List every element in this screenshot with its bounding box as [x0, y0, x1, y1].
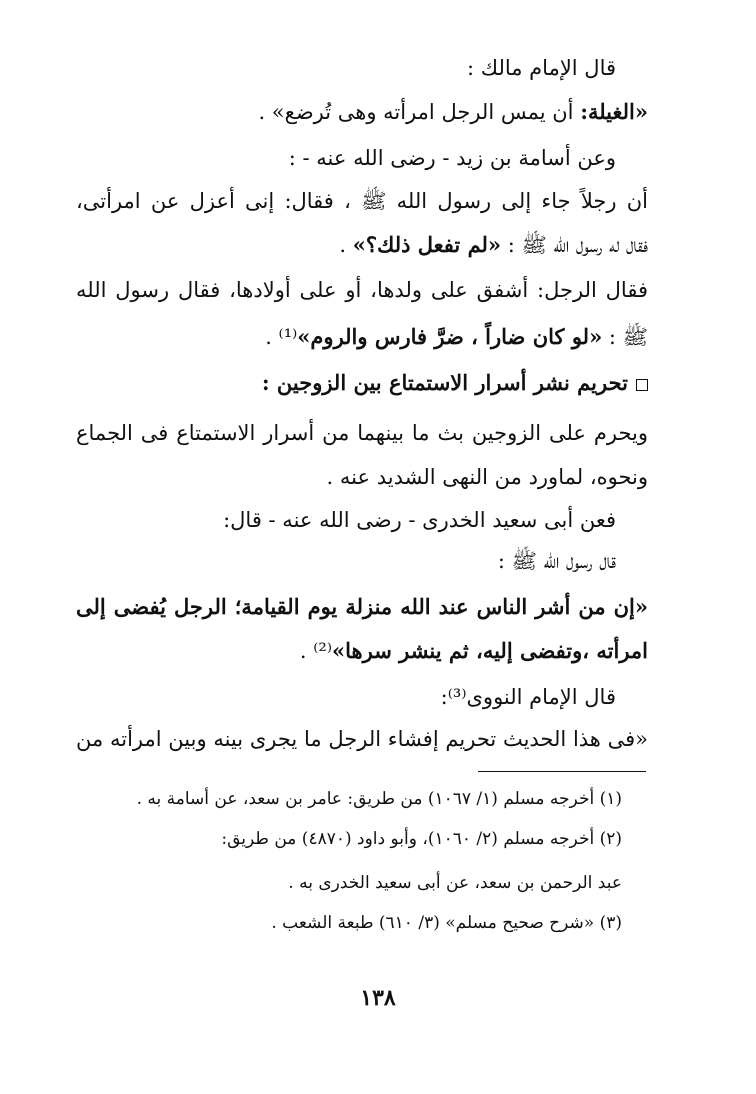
page-number: ١٣٨ [360, 985, 396, 1011]
line-text: وعن أسامة بن زيد - رضى الله عنه - : [288, 146, 616, 170]
footnote [221, 826, 622, 852]
text-line [467, 53, 616, 83]
text-line [76, 275, 648, 305]
line-text: أن يمس الرجل امرأته وهى تُرضع» . [258, 100, 581, 124]
footnote [271, 910, 622, 936]
line-text: قال الإمام النووى⁽³⁾: [440, 685, 616, 709]
footnote-ref: ⁽¹⁾ . [265, 325, 298, 349]
line-text: قال رسول الله ﷺ : [497, 549, 616, 573]
line-text: «فى هذا الحديث تحريم إفشاء الرجل ما يجرى بينه وبين امرأته من [76, 727, 648, 751]
text-line [265, 322, 648, 352]
line-text: أن رجلاً جاء إلى رسول الله ﷺ ، فقال: إنى أعزل عن امرأتى، [76, 189, 648, 213]
footnote [137, 786, 622, 812]
line-text: فعن أبى سعيد الخدرى - رضى الله عنه - قال: [223, 508, 616, 532]
text-line [339, 230, 648, 260]
line-text: . [339, 233, 353, 257]
footnote-text: (١) أخرجه مسلم (١/ ١٠٦٧) من طريق: عامر بن سعد، عن أسامة به . [136, 789, 622, 809]
footnote [288, 870, 622, 896]
footnote-text: عبد الرحمن بن سعد، عن أبى سعيد الخدرى به . [288, 873, 622, 893]
text-line [223, 505, 616, 535]
footnote-text: (٣) «شرح صحيح مسلم» (٣/ ٦١٠) طبعة الشعب . [271, 913, 622, 933]
text-line [76, 592, 648, 622]
line-text: فقال له رسول الله ﷺ : [501, 233, 648, 257]
text-line [300, 636, 648, 666]
footnote-ref: ⁽²⁾ . [299, 639, 333, 663]
line-text: ﷺ : [602, 325, 648, 349]
term-bold: «الغيلة: [580, 99, 648, 124]
square-bullet-icon [636, 379, 648, 391]
footnote-divider [478, 771, 646, 772]
text-line [289, 143, 616, 173]
text-line [76, 418, 648, 448]
line-text: ونحوه، لماورد من النهى الشديد عنه . [326, 465, 648, 489]
line-text: فقال الرجل: أشفق على ولدها، أو على أولادها، فقال رسول الله [76, 278, 648, 302]
text-line [76, 724, 648, 754]
text-line [76, 186, 648, 216]
line-text: ويحرم على الزوجين بث ما بينهما من أسرار الاستمتاع فى الجماع [76, 421, 648, 445]
text-line [327, 462, 648, 492]
text-line [498, 546, 616, 576]
hadith-quote: «إن من أشر الناس عند الله منزلة يوم القيامة؛ الرجل يُفضى إلى [76, 594, 648, 619]
heading-text: تحريم نشر أسرار الاستمتاع بين الزوجين : [261, 370, 628, 395]
text-line [258, 97, 648, 127]
text-line [441, 682, 616, 712]
hadith-quote: «لم تفعل ذلك؟» [352, 232, 502, 257]
footnote-text: (٢) أخرجه مسلم (٢/ ١٠٦٠)، وأبو داود (٤٨٧٠) من طريق: [221, 829, 622, 849]
hadith-quote: امرأته ،وتفضى إليه، ثم ينشر سرها» [332, 638, 648, 663]
line-text: قال الإمام مالك : [467, 56, 616, 80]
section-heading [262, 368, 648, 398]
hadith-quote: «لو كان ضاراً ، ضرَّ فارس والروم» [297, 324, 603, 349]
